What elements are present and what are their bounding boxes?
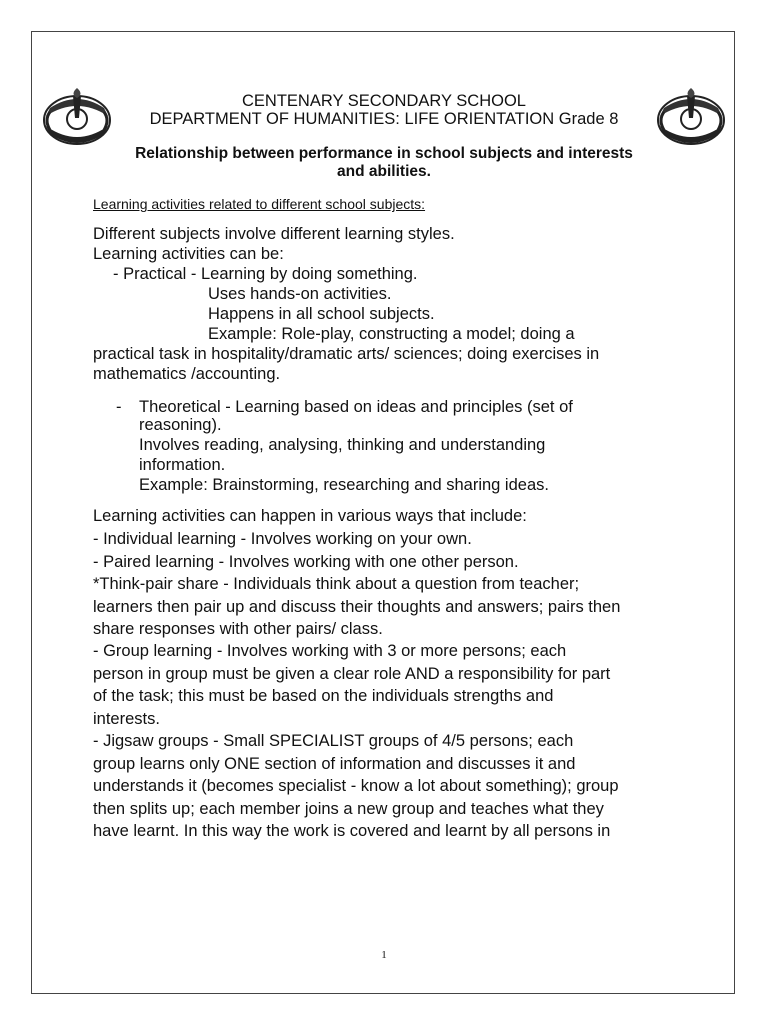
document-title [86, 145, 682, 181]
paragraph-line: - Practical - Learning by doing something. [113, 265, 418, 283]
bullet-dash: - [116, 398, 122, 416]
page-number: 1 [381, 949, 387, 961]
paragraph-line: Happens in all school subjects. [208, 305, 435, 323]
paragraph-line: Learning activities can be: [93, 245, 284, 263]
paragraph-line: Uses hands-on activities. [208, 285, 392, 303]
paragraph-line: *Think-pair share - Individuals think about a question from teacher; [93, 575, 580, 593]
paragraph-line: reasoning). [139, 416, 222, 434]
paragraph-line: practical task in hospitality/dramatic arts/ sciences; doing exercises in [93, 345, 600, 363]
paragraph-line: - Paired learning - Involves working with one other person. [93, 553, 519, 571]
paragraph-line: - Jigsaw groups - Small SPECIALIST groups of 4/5 persons; each [93, 732, 574, 750]
paragraph-line: Example: Brainstorming, researching and sharing ideas. [139, 476, 549, 494]
school-name: CENTENARY SECONDARY SCHOOL [242, 92, 526, 110]
paragraph-line: Theoretical - Learning based on ideas and principles (set of [139, 398, 573, 416]
paragraph-line: then splits up; each member joins a new group and teaches what they [93, 800, 604, 818]
title-line-2: and abilities. [337, 163, 431, 180]
paragraph-line: Involves reading, analysing, thinking and understanding [139, 436, 546, 454]
department-name: DEPARTMENT OF HUMANITIES: LIFE ORIENTATION Grade 8 [149, 110, 619, 128]
paragraph-line: information. [139, 456, 226, 474]
paragraph-line: - Individual learning - Involves working on your own. [93, 530, 472, 548]
paragraph-line: Example: Role-play, constructing a model; doing a [208, 325, 575, 343]
paragraph-line: mathematics /accounting. [93, 365, 281, 383]
paragraph-line: group learns only ONE section of information and discusses it and [93, 755, 576, 773]
paragraph-line: person in group must be given a clear role AND a responsibility for part [93, 665, 611, 683]
paragraph-line: of the task; this must be based on the individuals strengths and [93, 687, 554, 705]
school-crest-icon [40, 86, 114, 152]
paragraph-line: understands it (becomes specialist - know a lot about something); group [93, 777, 619, 795]
paragraph-line: - Group learning - Involves working with 3 or more persons; each [93, 642, 567, 660]
paragraph-line: have learnt. In this way the work is covered and learnt by all persons in [93, 822, 611, 840]
paragraph-line: Different subjects involve different learning styles. [93, 225, 455, 243]
paragraph-line: share responses with other pairs/ class. [93, 620, 383, 638]
paragraph-line: interests. [93, 710, 160, 728]
paragraph-line: Learning activities can happen in various ways that include: [93, 507, 527, 525]
paragraph-line: learners then pair up and discuss their thoughts and answers; pairs then [93, 598, 621, 616]
school-crest-icon [654, 86, 728, 152]
section-subheading: Learning activities related to different school subjects: [93, 196, 426, 212]
title-line-1: Relationship between performance in school subjects and interests [135, 145, 633, 162]
